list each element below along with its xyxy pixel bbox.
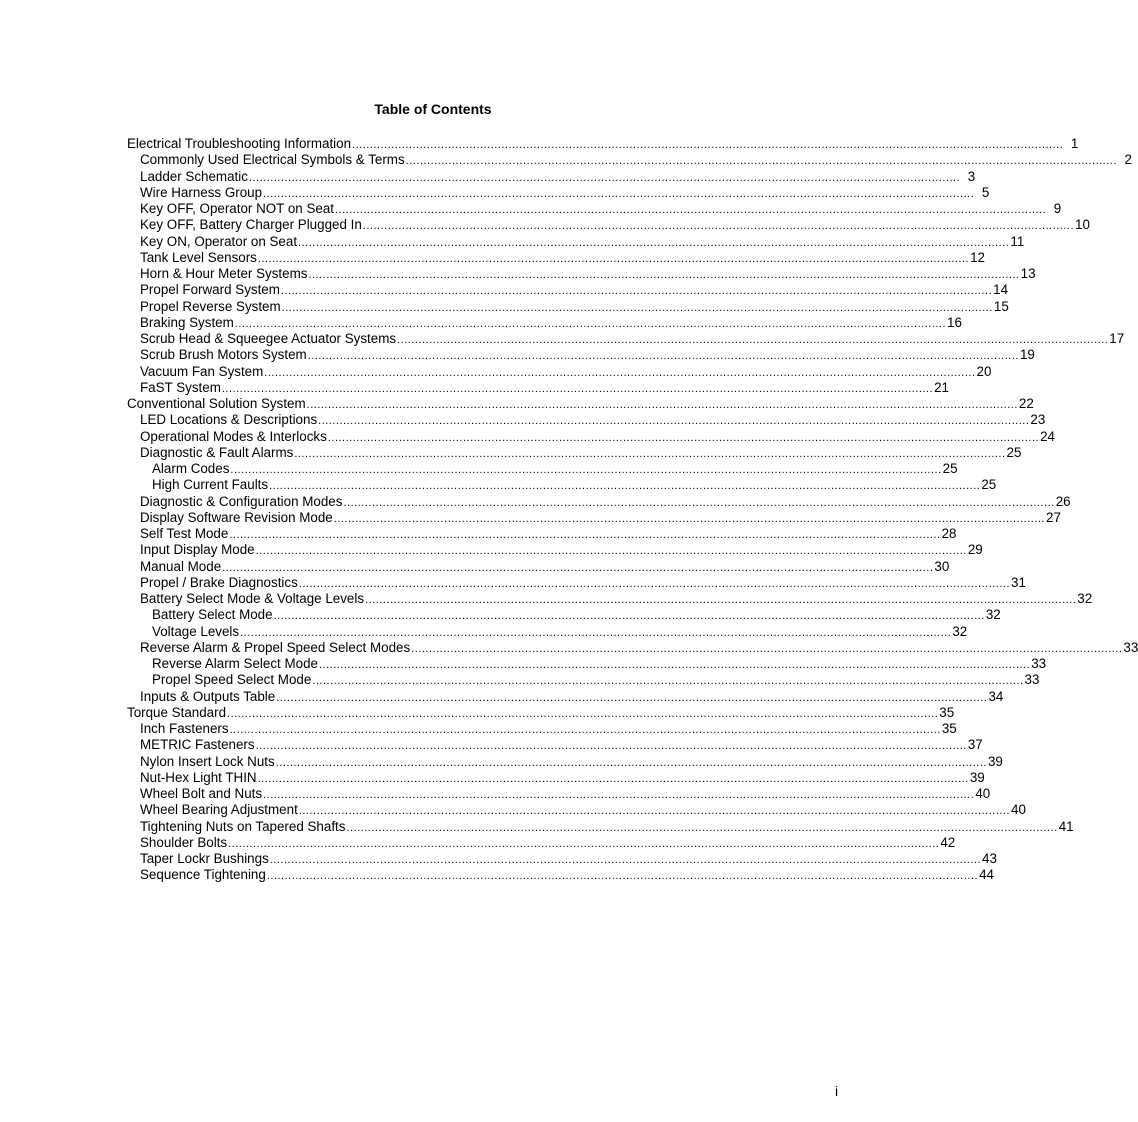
toc-entry xyxy=(127,477,997,493)
toc-entry-label: Horn & Hour Meter Systems xyxy=(140,266,308,281)
toc-entry xyxy=(127,217,1090,233)
toc-entry xyxy=(127,444,1022,461)
toc-entry xyxy=(127,347,1035,363)
dot-leader: ........................................................................................................................................................................................................ xyxy=(229,529,941,541)
toc-entry-label: FaST System xyxy=(140,379,221,395)
toc-entry-page: 30 xyxy=(934,558,950,574)
toc-entry-label: Tank Level Sensors xyxy=(140,249,257,265)
toc-entry xyxy=(127,737,983,753)
toc-entry xyxy=(127,493,1071,510)
toc-entry-label: Key OFF, Battery Charger Plugged In xyxy=(140,217,362,233)
toc-entry-label: Nylon Insert Lock Nuts xyxy=(140,753,275,769)
toc-entry-label: Inputs & Outputs Table xyxy=(140,688,276,704)
toc-entry-label: Diagnostic & Fault Alarms xyxy=(140,444,294,460)
toc-entry-page: 21 xyxy=(934,379,950,395)
dot-leader: ........................................................................................................................................................................................................ xyxy=(294,447,1006,460)
dot-leader: ........................................................................................................................................................................................................ xyxy=(343,496,1055,509)
toc-entry-page: 40 xyxy=(1011,802,1026,818)
dot-leader: ........................................................................................................................................................................................................ xyxy=(269,854,982,866)
toc-entry xyxy=(127,379,950,396)
toc-entry-page: 5 xyxy=(981,184,990,200)
toc-entry-page: 12 xyxy=(970,249,986,265)
dot-leader: ........................................................................................................................................................................................................ xyxy=(255,740,967,753)
toc-entry-label: Inch Fasteners xyxy=(140,721,229,736)
toc-entry-label: Scrub Head & Squeegee Actuator Systems xyxy=(140,331,397,346)
dot-leader: ........................................................................................................................................................................................................ xyxy=(257,252,970,265)
toc-entry-page: 28 xyxy=(941,526,957,541)
dot-leader: ........................................................................................................................................................................................................ xyxy=(327,431,1040,444)
dot-leader: ........................................................................................................................................................................................................ xyxy=(230,464,942,476)
toc-entry-page: 25 xyxy=(942,461,958,476)
toc-entry xyxy=(127,558,950,575)
toc-entry-page: 32 xyxy=(1077,591,1093,606)
toc-entry xyxy=(127,282,1009,298)
toc-entry xyxy=(127,201,1062,217)
toc-entry xyxy=(127,688,1004,705)
toc-entry-page: 17 xyxy=(1109,331,1125,346)
toc-entry xyxy=(127,461,958,477)
dot-leader: ........................................................................................................................................................................................................ xyxy=(227,707,939,720)
toc-entry-label: Operational Modes & Interlocks xyxy=(140,428,327,444)
dot-leader: ........................................................................................................................................................................................................ xyxy=(264,366,976,379)
toc-entry-page: 39 xyxy=(969,769,985,785)
toc-entry xyxy=(127,412,1046,428)
toc-entry-page: 33 xyxy=(1024,672,1040,688)
toc-entry-label: Braking System xyxy=(140,314,234,330)
toc-entry-label: Wire Harness Group xyxy=(140,184,263,200)
dot-leader: ........................................................................................................................................................................................................ xyxy=(280,285,993,298)
toc-entry-page: 40 xyxy=(975,786,991,801)
toc-entry-page: 2 xyxy=(1124,152,1132,168)
toc-entry xyxy=(127,769,985,786)
toc-entry-page: 14 xyxy=(993,282,1009,298)
toc-entry-page: 23 xyxy=(1030,412,1046,428)
dot-leader: ........................................................................................................................................................................................................ xyxy=(263,789,975,801)
dot-leader: ........................................................................................................................................................................................................ xyxy=(362,220,1075,233)
dot-leader: ........................................................................................................................................................................................................ xyxy=(335,204,1047,216)
toc-entry-label: Propel Reverse System xyxy=(140,298,281,314)
toc-entry-page: 9 xyxy=(1053,201,1062,216)
toc-entry-page: 25 xyxy=(1006,444,1022,460)
toc-entry xyxy=(127,396,1034,412)
toc-entry xyxy=(127,314,962,331)
toc-entry-page: 16 xyxy=(947,314,962,330)
toc-entry-label: Commonly Used Electrical Symbols & Terms xyxy=(140,152,405,168)
toc-entry-label: Sequence Tightening xyxy=(140,867,266,883)
toc-entry-label: Key ON, Operator on Seat xyxy=(140,233,298,249)
dot-leader: ........................................................................................................................................................................................................ xyxy=(365,594,1077,606)
toc-entry-page: 32 xyxy=(952,623,968,639)
toc-entry xyxy=(127,704,955,721)
dot-leader: ........................................................................................................................................................................................................ xyxy=(318,659,1031,671)
toc-entry-label: Propel Forward System xyxy=(140,282,280,298)
toc-entry-label: Propel / Brake Diagnostics xyxy=(140,574,298,590)
dot-leader: ........................................................................................................................................................................................................ xyxy=(333,512,1045,525)
dot-leader: ........................................................................................................................................................................................................ xyxy=(312,675,1024,688)
toc-entry xyxy=(127,786,991,802)
toc-entry xyxy=(127,298,1009,315)
toc-entry-label: High Current Faults xyxy=(152,477,269,493)
toc-entry-label: Voltage Levels xyxy=(152,623,240,639)
toc-entry-page: 33 xyxy=(1123,639,1138,655)
dot-leader: ........................................................................................................................................................................................................ xyxy=(346,821,1058,834)
toc-entry-label: Wheel Bolt and Nuts xyxy=(140,786,263,801)
toc-entry xyxy=(127,591,1093,607)
dot-leader: ........................................................................................................................................................................................................ xyxy=(229,724,941,736)
toc-entry-page: 26 xyxy=(1055,493,1071,509)
toc-entry xyxy=(127,509,1061,526)
toc-entry-page: 10 xyxy=(1075,217,1090,233)
toc-entry xyxy=(127,721,957,737)
toc-entry-page: 20 xyxy=(976,363,992,379)
toc-entry-label: Shoulder Bolts xyxy=(140,834,228,850)
dot-leader: ........................................................................................................................................................................................................ xyxy=(273,610,985,623)
dot-leader: ........................................................................................................................................................................................................ xyxy=(269,480,981,493)
dot-leader: ........................................................................................................................................................................................................ xyxy=(276,691,988,704)
toc-entry-page: 1 xyxy=(1070,136,1079,151)
toc-entry-page: 31 xyxy=(1011,574,1026,590)
toc-entry xyxy=(127,136,1079,152)
toc-entry xyxy=(127,574,1026,591)
toc-entry xyxy=(127,753,1003,770)
toc-entry-page: 29 xyxy=(967,542,983,558)
toc-entry-page: 15 xyxy=(993,298,1009,314)
toc-entry-label: Tightening Nuts on Tapered Shafts xyxy=(140,818,346,834)
toc-entry-label: Wheel Bearing Adjustment xyxy=(140,802,298,818)
toc-entry-label: Battery Select Mode & Voltage Levels xyxy=(140,591,365,606)
toc-entry-label: Reverse Alarm & Propel Speed Select Modes xyxy=(140,639,411,655)
toc-entry-label: Input Display Mode xyxy=(140,542,255,558)
dot-leader: ........................................................................................................................................................................................................ xyxy=(318,415,1030,428)
toc-entry-label: Reverse Alarm Select Mode xyxy=(152,656,318,671)
toc-entry-page: 44 xyxy=(979,867,994,883)
toc-entry xyxy=(127,266,1036,282)
dot-leader: ........................................................................................................................................................................................................ xyxy=(308,269,1020,281)
toc-entry-page: 39 xyxy=(987,753,1003,769)
dot-leader: ........................................................................................................................................................................................................ xyxy=(298,805,1011,818)
dot-leader: ........................................................................................................................................................................................................ xyxy=(257,772,969,785)
toc-entry xyxy=(127,834,956,851)
toc-entry-page: 11 xyxy=(1010,233,1025,249)
toc-entry-label: Nut-Hex Light THIN xyxy=(140,769,257,785)
toc-entry xyxy=(127,233,1025,250)
toc-entry-label: Electrical Troubleshooting Information xyxy=(127,136,352,151)
toc-entry-label: Manual Mode xyxy=(140,558,222,574)
toc-entry-page: 34 xyxy=(988,688,1004,704)
dot-leader: ........................................................................................................................................................................................................ xyxy=(298,577,1011,590)
toc-entry-page: 41 xyxy=(1058,818,1074,834)
dot-leader: ........................................................................................................................................................................................................ xyxy=(411,642,1123,655)
dot-leader: ........................................................................................................................................................................................................ xyxy=(222,561,934,574)
dot-leader: ........................................................................................................................................................................................................ xyxy=(263,187,975,200)
toc-entry xyxy=(127,331,1125,347)
toc-entry-page: 25 xyxy=(981,477,997,493)
toc-entry-page: 13 xyxy=(1020,266,1036,281)
toc-entry xyxy=(127,639,1138,656)
toc-entry-page: 32 xyxy=(985,607,1001,623)
toc-entry-label: Key OFF, Operator NOT on Seat xyxy=(140,201,334,216)
page-number: i xyxy=(835,1083,839,1099)
toc-entry-label: Propel Speed Select Mode xyxy=(152,672,312,688)
dot-leader: ........................................................................................................................................................................................................ xyxy=(405,155,1117,168)
toc-entry xyxy=(127,363,992,380)
toc-entry xyxy=(127,802,1026,818)
toc-entry-page: 35 xyxy=(939,704,955,720)
dot-leader: ........................................................................................................................................................................................................ xyxy=(240,626,952,639)
toc-entry-page: 22 xyxy=(1018,396,1034,411)
toc-entry-page: 19 xyxy=(1019,347,1035,363)
toc-entry xyxy=(127,851,997,867)
toc-entry xyxy=(127,428,1055,445)
toc-entry xyxy=(127,672,1040,688)
dot-leader: ........................................................................................................................................................................................................ xyxy=(298,236,1010,249)
toc-entry xyxy=(127,526,957,542)
dot-leader: ........................................................................................................................................................................................................ xyxy=(275,756,987,769)
toc-entry-label: Alarm Codes xyxy=(152,461,230,476)
toc-entry-label: Taper Lockr Bushings xyxy=(140,851,269,866)
toc-entry xyxy=(127,867,994,883)
page-title: Table of Contents xyxy=(374,101,492,117)
toc-entry xyxy=(127,656,1047,672)
dot-leader: ........................................................................................................................................................................................................ xyxy=(255,545,967,558)
toc-entry-label: Scrub Brush Motors System xyxy=(140,347,307,363)
toc-entry-label: Vacuum Fan System xyxy=(140,363,264,379)
toc-entry-page: 37 xyxy=(967,737,983,753)
toc-entry-label: METRIC Fasteners xyxy=(140,737,255,753)
toc-entry-page: 42 xyxy=(940,834,956,850)
toc-entry-label: Torque Standard xyxy=(127,704,227,720)
dot-leader: ........................................................................................................................................................................................................ xyxy=(248,171,961,184)
toc-entry xyxy=(127,152,1132,168)
toc-entry-page: 43 xyxy=(982,851,997,866)
dot-leader: ........................................................................................................................................................................................................ xyxy=(307,350,1019,363)
table-of-contents xyxy=(127,136,1138,884)
dot-leader: ........................................................................................................................................................................................................ xyxy=(266,870,979,883)
toc-entry xyxy=(127,818,1074,835)
dot-leader: ........................................................................................................................................................................................................ xyxy=(306,399,1018,411)
toc-entry xyxy=(127,249,986,266)
toc-entry-label: LED Locations & Descriptions xyxy=(140,412,318,428)
toc-entry xyxy=(127,184,990,201)
toc-entry-page: 24 xyxy=(1040,428,1055,444)
dot-leader: ........................................................................................................................................................................................................ xyxy=(281,301,993,314)
toc-entry xyxy=(127,607,1001,623)
dot-leader: ........................................................................................................................................................................................................ xyxy=(352,139,1064,151)
dot-leader: ........................................................................................................................................................................................................ xyxy=(228,837,940,850)
toc-entry-page: 27 xyxy=(1046,509,1061,525)
toc-entry-label: Display Software Revision Mode xyxy=(140,509,333,525)
toc-entry-label: Ladder Schematic xyxy=(140,168,248,184)
dot-leader: ........................................................................................................................................................................................................ xyxy=(234,317,947,330)
toc-entry xyxy=(127,168,976,185)
toc-entry xyxy=(127,623,968,640)
toc-entry-page: 33 xyxy=(1031,656,1047,671)
dot-leader: ........................................................................................................................................................................................................ xyxy=(397,334,1109,346)
toc-entry-label: Diagnostic & Configuration Modes xyxy=(140,493,343,509)
toc-entry-label: Self Test Mode xyxy=(140,526,229,541)
dot-leader: ........................................................................................................................................................................................................ xyxy=(221,382,934,395)
toc-entry xyxy=(127,542,983,558)
toc-entry-label: Conventional Solution System xyxy=(127,396,306,411)
toc-entry-label: Battery Select Mode xyxy=(152,607,273,623)
toc-entry-page: 3 xyxy=(967,168,976,184)
toc-entry-page: 35 xyxy=(941,721,957,736)
